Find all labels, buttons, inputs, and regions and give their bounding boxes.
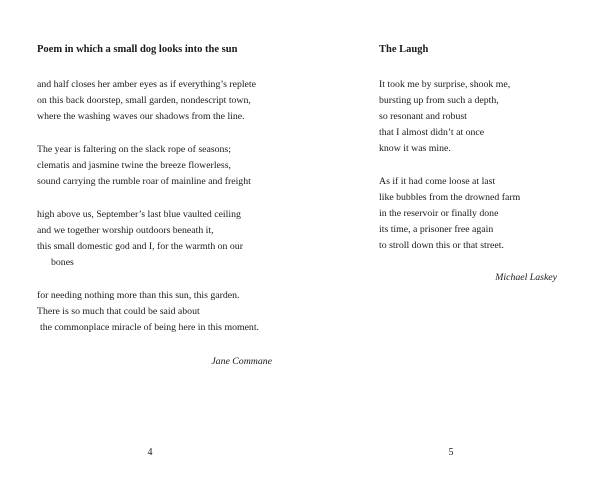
poem-line: As if it had come loose at last [379,176,496,187]
poem-line: its time, a prisoner free again [379,224,494,235]
poem-author: Michael Laskey [495,272,557,283]
poem-line-continuation: bones [51,257,74,268]
poem-author: Jane Commane [211,356,272,367]
poem-line: clematis and jasmine twine the breeze flowerless, [37,160,231,171]
poem-line: that I almost didn’t at once [379,127,485,138]
poem-line: It took me by surprise, shook me, [379,79,511,90]
poem-line: sound carrying the rumble roar of mainline and freight [37,176,251,187]
poem-line: where the washing waves our shadows from the line. [37,111,245,122]
poem-line: on this back doorstep, small garden, nondescript town, [37,95,251,106]
poem-line: the commonplace miracle of being here in this moment. [40,322,259,333]
poem-line: to stroll down this or that street. [379,240,504,251]
poem-line: The year is faltering on the slack rope of seasons; [37,144,231,155]
poem-line: and we together worship outdoors beneath it, [37,225,214,236]
poem-line: and half closes her amber eyes as if everything’s replete [37,79,256,90]
poem-line: in the reservoir or finally done [379,208,499,219]
poem-line: bursting up from such a depth, [379,95,499,106]
page-number: 5 [448,447,454,458]
poem-title: Poem in which a small dog looks into the sun [37,44,238,55]
poem-line: this small domestic god and I, for the warmth on our [37,241,243,252]
page-number: 4 [147,447,153,458]
poem-line: know it was mine. [379,143,451,154]
poem-line: There is so much that could be said about [37,306,200,317]
poem-title: The Laugh [379,44,429,55]
right-page [300,0,600,481]
poem-line: for needing nothing more than this sun, this garden. [37,290,240,301]
poem-line: like bubbles from the drowned farm [379,192,521,203]
poem-line: high above us, September’s last blue vaulted ceiling [37,209,241,220]
poem-line: so resonant and robust [379,111,467,122]
